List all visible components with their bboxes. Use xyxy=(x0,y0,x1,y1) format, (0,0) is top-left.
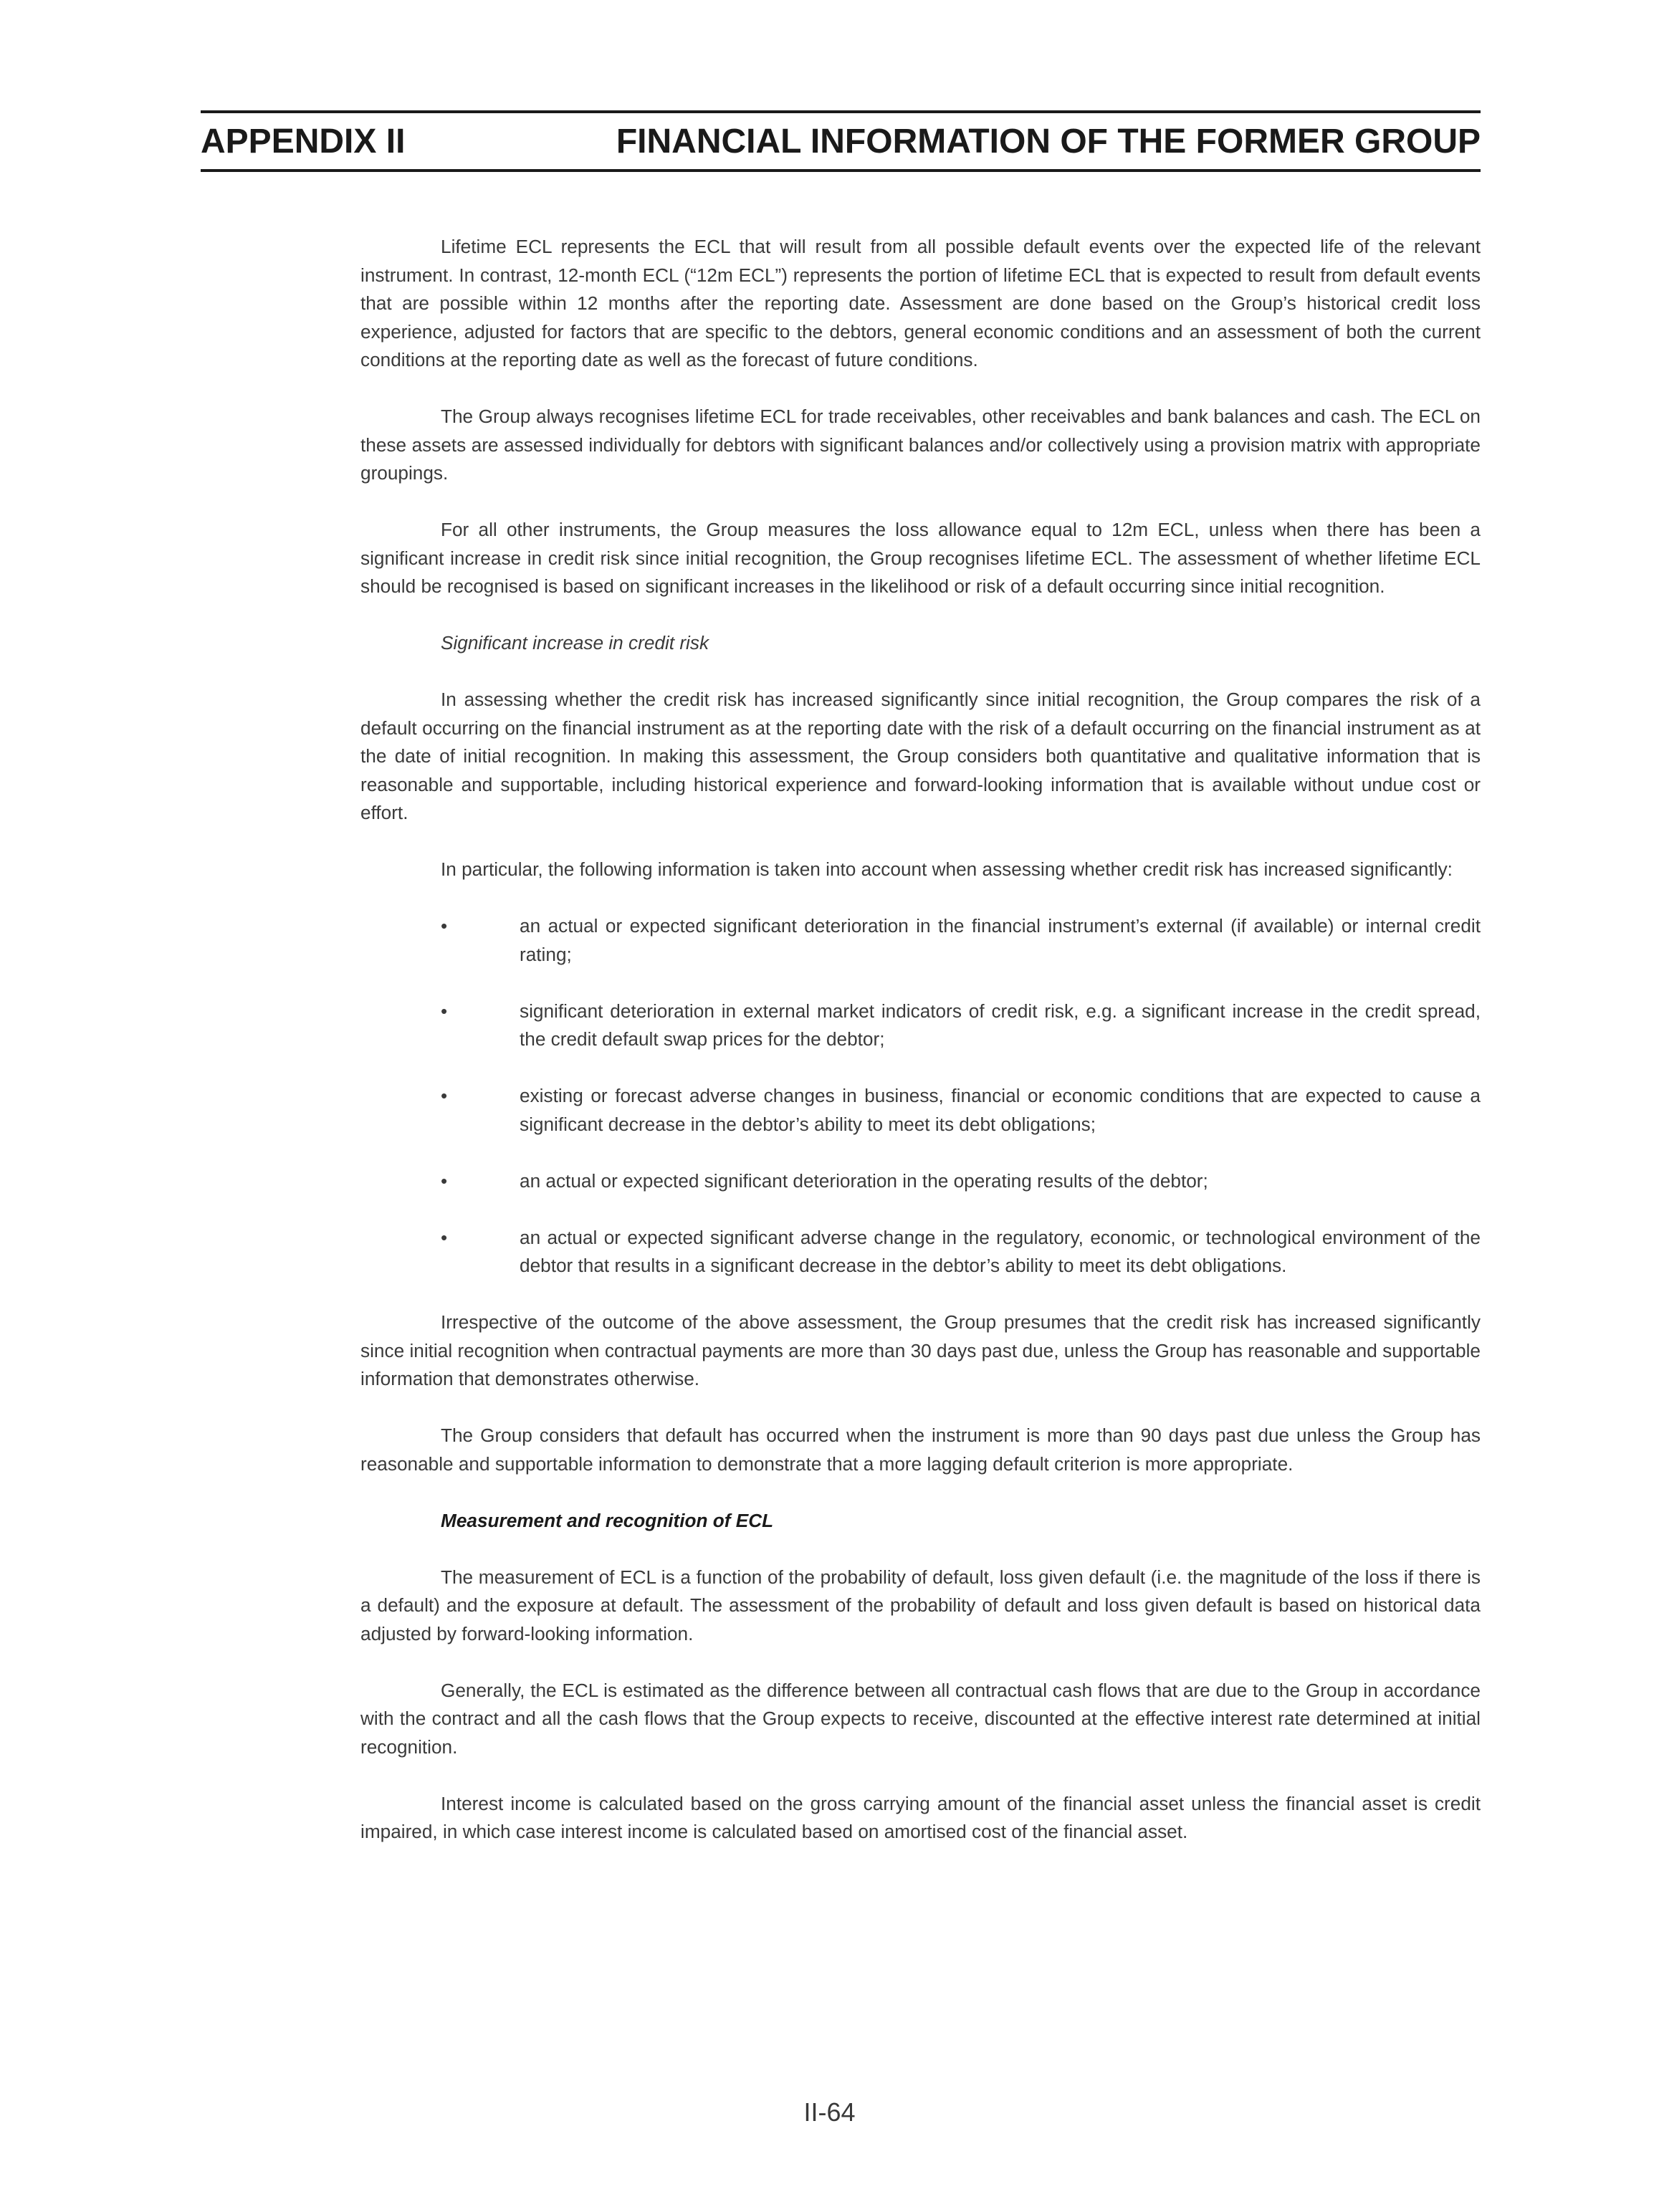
paragraph-measurement-of-ecl: The measurement of ECL is a function of the probability of default, loss given default (i.e. the magnitude of the loss if there is a default) and the exposure at default. The assessment of the probability of default and loss given default is based on historical data adjusted by forward-looking information. xyxy=(360,1566,1481,1644)
paragraph-lifetime-ecl-recognition: The Group always recognises lifetime ECL for trade receivables, other receivables and bank balances and cash. The ECL on these assets are assessed individually for debtors with significant balances and/or collectively using a provision matrix with appropriate groupings. xyxy=(360,406,1481,484)
paragraph-lifetime-ecl: Lifetime ECL represents the ECL that will result from all possible default events over the expected life of the relevant instrument. In contrast, 12-month ECL (“12m ECL”) represents the portion of lifetime ECL that is expected to result from default events that are possible within 12 months after the reporting date. Assessment are done based on the Group’s historical credit loss experience, adjusted for factors that are specific to the debtors, general economic conditions and an assessment of both the current conditions at the reporting date as well as the forecast of future conditions. xyxy=(360,236,1481,370)
subheading-significant-increase: Significant increase in credit risk xyxy=(441,632,709,653)
list-item xyxy=(360,997,1481,1054)
paragraph-information-considered: In particular, the following information is taken into account when assessing whether credit risk has increased significantly: xyxy=(441,858,1453,880)
list-item-text: an actual or expected significant adverse change in the regulatory, economic, or technological environment of the debtor that results in a significant decrease in the debtor’s ability to meet its debt obligations. xyxy=(520,1226,1481,1276)
subheading-measurement-recognition: Measurement and recognition of ECL xyxy=(441,1509,774,1531)
appendix-label: APPENDIX II xyxy=(201,123,406,161)
list-item-text: an actual or expected significant deterioration in the operating results of the debtor; xyxy=(520,1169,1208,1192)
paragraph-90-days-default: The Group considers that default has occurred when the instrument is more than 90 days past due unless the Group has reasonable and supportable information to demonstrate that a more lagging default criterion is more appropriate. xyxy=(360,1425,1481,1475)
bullet-icon: • xyxy=(441,915,448,937)
paragraph-other-instruments: For all other instruments, the Group measures the loss allowance equal to 12m ECL, unless when there has been a significant increase in credit risk since initial recognition, the Group recognises lifetime ECL. The assessment of whether lifetime ECL should be recognised is based on significant increases in the likelihood or risk of a default occurring since initial recognition. xyxy=(360,519,1481,597)
page-header xyxy=(201,110,1481,172)
paragraph-assessing-credit-risk: In assessing whether the credit risk has increased significantly since initial recognition, the Group compares the risk of a default occurring on the financial instrument as at the reporting date with the risk of a default occurring on the financial instrument as at the date of initial recognition. In making this assessment, the Group considers both quantitative and qualitative information that is reasonable and supportable, including historical experience and forward-looking information that is available without undue cost or effort. xyxy=(360,689,1481,823)
list-item xyxy=(360,1167,1481,1196)
bullet-icon: • xyxy=(441,1000,448,1022)
bullet-icon: • xyxy=(441,1226,448,1248)
bullet-icon: • xyxy=(441,1085,448,1106)
paragraph-interest-income: Interest income is calculated based on the gross carrying amount of the financial asset unless the financial asset is credit impaired, in which case interest income is calculated based on amortised cost of the financial asset. xyxy=(360,1792,1481,1842)
section-title: FINANCIAL INFORMATION OF THE FORMER GROUP xyxy=(616,123,1481,161)
list-item-text: existing or forecast adverse changes in business, financial or economic conditions that are expected to cause a significant decrease in the debtor’s ability to meet its debt obligations; xyxy=(520,1085,1481,1135)
credit-risk-indicators-list xyxy=(360,912,1481,1280)
list-item xyxy=(360,912,1481,969)
list-item-text: an actual or expected significant deterioration in the financial instrument’s external (if available) or internal credit rating; xyxy=(520,915,1481,965)
bullet-icon: • xyxy=(441,1169,448,1192)
document-body xyxy=(360,233,1481,1875)
paragraph-ecl-estimation: Generally, the ECL is estimated as the difference between all contractual cash flows that are due to the Group in accordance with the contract and all the cash flows that the Group expects to receive, discounted at the effective interest rate determined at initial recognition. xyxy=(360,1679,1481,1758)
list-item-text: significant deterioration in external market indicators of credit risk, e.g. a significant increase in the credit spread, the credit default swap prices for the debtor; xyxy=(520,1000,1481,1050)
page-number: II-64 xyxy=(803,2097,856,2127)
paragraph-30-days-past-due: Irrespective of the outcome of the above assessment, the Group presumes that the credit risk has increased significantly since initial recognition when contractual payments are more than 30 days past due, unless the Group has reasonable and supportable information that demonstrates otherwise. xyxy=(360,1311,1481,1389)
list-item xyxy=(360,1082,1481,1139)
list-item xyxy=(360,1224,1481,1280)
